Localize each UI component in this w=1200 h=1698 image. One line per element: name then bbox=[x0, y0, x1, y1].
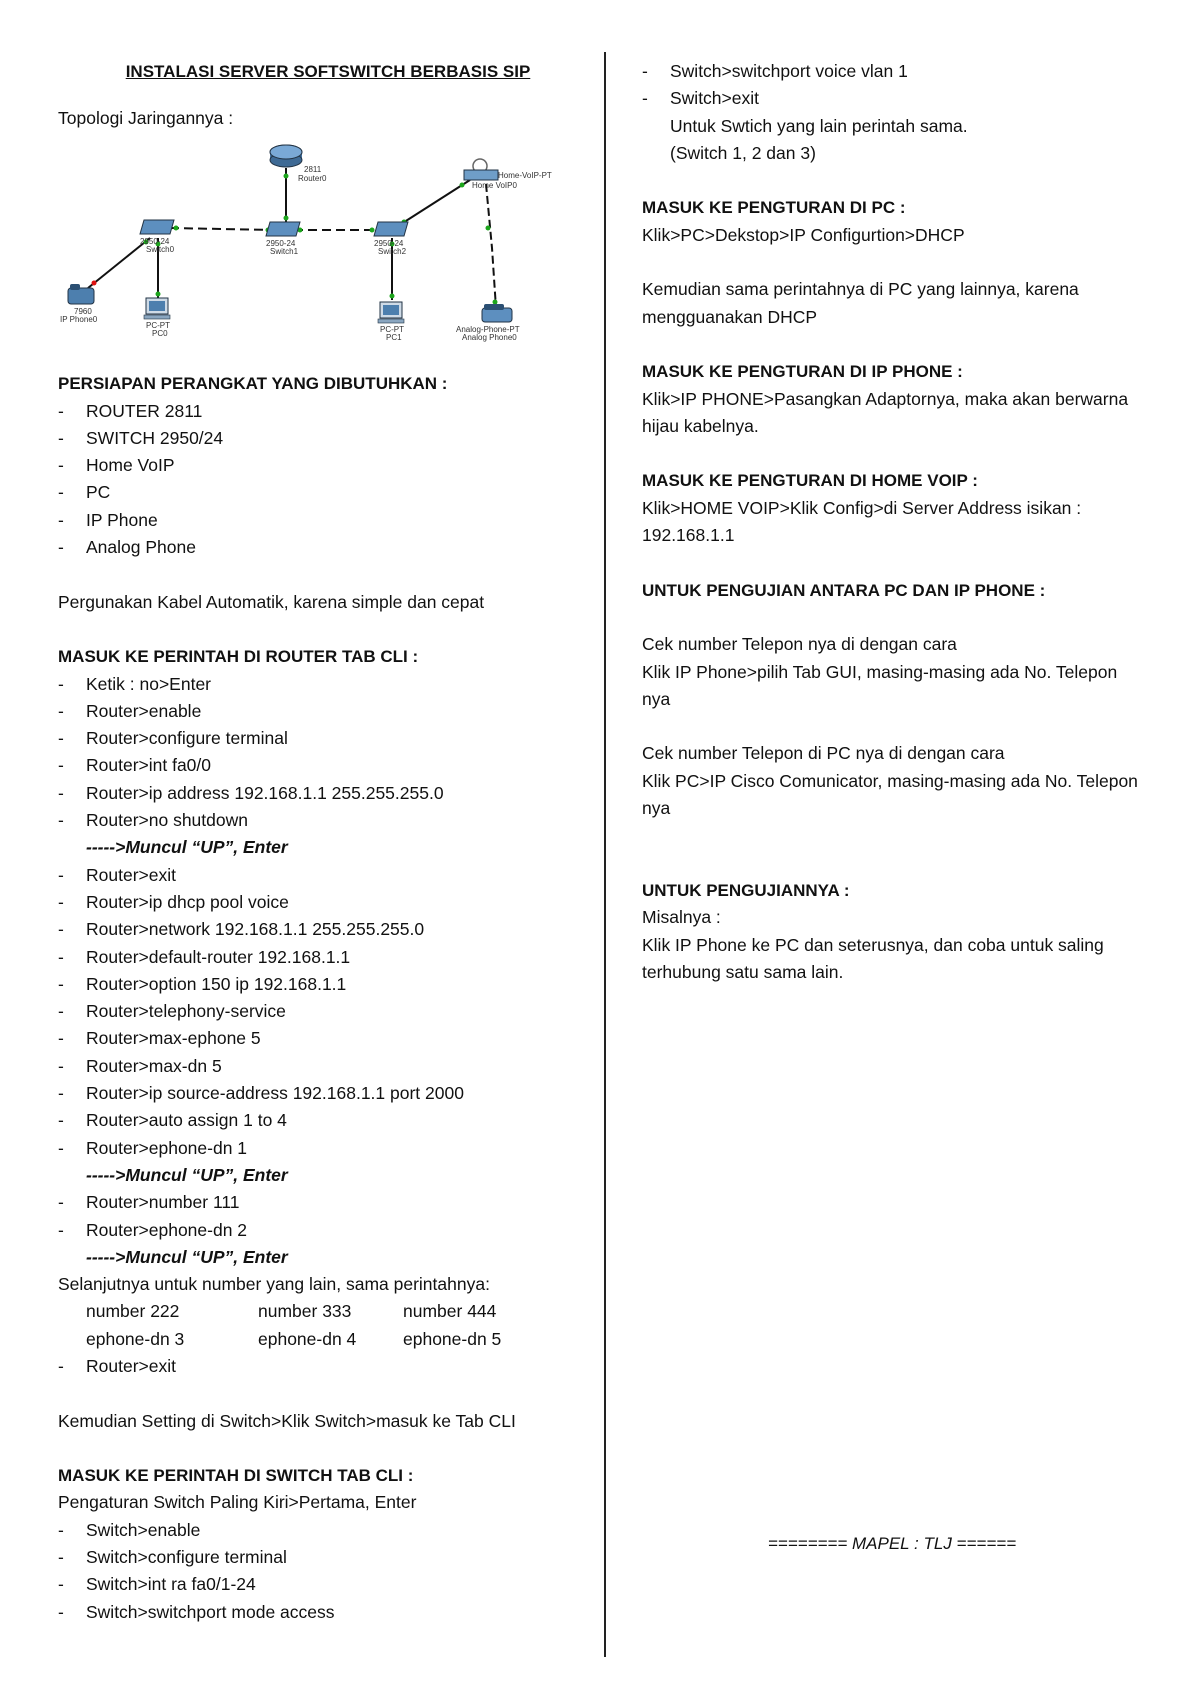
pengujian-line: Klik IP Phone>pilih Tab GUI, masing-masing ada No. Telepon nya bbox=[642, 661, 1118, 709]
svg-text:IP Phone0: IP Phone0 bbox=[60, 315, 98, 325]
list-item: - Router>exit bbox=[58, 1355, 176, 1376]
svg-text:Switch2: Switch2 bbox=[378, 247, 407, 257]
list-item: - Ketik : no>Enter bbox=[58, 673, 212, 694]
list-item: - Router>enable bbox=[58, 700, 202, 721]
pc-steps: Klik>PC>Dekstop>IP Configurtion>DHCP bbox=[642, 224, 965, 245]
pc-note: Kemudian sama perintahnya di PC yang lainnya, karena mengguanakan DHCP bbox=[642, 279, 1079, 327]
ephone-row: ephone-dn 3 ephone-dn 4 ephone-dn 5 bbox=[86, 1328, 502, 1349]
footer-mapel: ======== MAPEL : TLJ ====== bbox=[767, 1534, 1017, 1553]
router-cli-list bbox=[58, 671, 598, 1381]
list-item: - Switch>configure terminal bbox=[58, 1547, 287, 1568]
link-switch2-homevoip bbox=[398, 180, 470, 226]
svg-text:2950-24: 2950-24 bbox=[140, 237, 170, 247]
switch2-icon bbox=[374, 222, 408, 256]
switch0-icon bbox=[140, 220, 175, 254]
list-item: - Router>number 111 bbox=[58, 1192, 240, 1213]
list-item: - Switch>exit bbox=[642, 88, 759, 109]
svg-text:Router0: Router0 bbox=[298, 174, 327, 184]
link-homevoip-analog bbox=[486, 184, 496, 308]
ipphone-steps: Klik>IP PHONE>Pasangkan Adaptornya, maka akan berwarna hijau kabelnya. bbox=[642, 388, 1129, 436]
list-item: - Router>network 192.168.1.1 255.255.255.0 bbox=[58, 919, 425, 940]
list-item: - ROUTER 2811 bbox=[58, 400, 203, 421]
switch-intro: Pengaturan Switch Paling Kiri>Pertama, Enter bbox=[58, 1492, 417, 1513]
svg-text:2950-24: 2950-24 bbox=[266, 239, 296, 249]
list-item: - Router>auto assign 1 to 4 bbox=[58, 1110, 287, 1131]
ipphone-heading: MASUK KE PENGTURAN DI IP PHONE : bbox=[642, 362, 963, 382]
list-item: - Home VoIP bbox=[58, 455, 175, 476]
list-item: - Router>ip source-address 192.168.1.1 port 2000 bbox=[58, 1083, 464, 1104]
persiapan-heading: PERSIAPAN PERANGKAT YANG DIBUTUHKAN : bbox=[58, 374, 448, 394]
svg-text:PC-PT: PC-PT bbox=[380, 325, 404, 335]
list-item: - Switch>enable bbox=[58, 1519, 201, 1540]
svg-text:Switch0: Switch0 bbox=[146, 245, 175, 255]
pengujian-pc-ipphone-heading: UNTUK PENGUJIAN ANTARA PC DAN IP PHONE : bbox=[642, 580, 1046, 600]
list-item: - Router>max-ephone 5 bbox=[58, 1028, 261, 1049]
analog-phone-icon bbox=[456, 304, 520, 342]
list-item: - IP Phone bbox=[58, 509, 158, 530]
list-item: - Analog Phone bbox=[58, 537, 196, 558]
list-item: - PC bbox=[58, 482, 111, 503]
svg-text:Analog-Phone-PT: Analog-Phone-PT bbox=[456, 325, 520, 335]
pengujian-line: Cek number Telepon di PC nya di dengan cara bbox=[642, 743, 1005, 764]
next-note: Selanjutnya untuk number yang lain, sama perintahnya: bbox=[58, 1274, 490, 1295]
svg-text:7960: 7960 bbox=[74, 307, 92, 317]
number-row: number 222 number 333 number 444 bbox=[86, 1301, 497, 1322]
home-voip-icon bbox=[464, 159, 552, 190]
homevoip-steps: Klik>HOME VOIP>Klik Config>di Server Address isikan : 192.168.1.1 bbox=[642, 497, 1082, 546]
kabel-note: Pergunakan Kabel Automatik, karena simple dan cepat bbox=[58, 591, 485, 612]
switch-note: Kemudian Setting di Switch>Klik Switch>masuk ke Tab CLI bbox=[58, 1410, 516, 1431]
topology-label: Topologi Jaringannya : bbox=[58, 108, 234, 128]
svg-text:Analog Phone0: Analog Phone0 bbox=[462, 333, 517, 343]
list-item: - Router>ip dhcp pool voice bbox=[58, 891, 289, 912]
pengujian-heading: UNTUK PENGUJIANNYA : bbox=[642, 880, 850, 900]
list-item: - Router>ephone-dn 1 bbox=[58, 1137, 248, 1158]
pengujian-line: Cek number Telepon nya di dengan cara bbox=[642, 634, 957, 655]
svg-text:Home VoIP0: Home VoIP0 bbox=[472, 181, 517, 191]
pengujian-line: Misalnya : bbox=[642, 907, 721, 928]
svg-text:Home-VoIP-PT: Home-VoIP-PT bbox=[498, 171, 552, 181]
up-note: ----->Muncul “UP”, Enter bbox=[86, 837, 288, 858]
list-item: - Router>max-dn 5 bbox=[58, 1055, 222, 1076]
svg-text:PC0: PC0 bbox=[152, 329, 168, 339]
link-switch0-switch1 bbox=[170, 228, 274, 230]
list-item: - Router>no shutdown bbox=[58, 810, 248, 831]
list-item: - Switch>switchport voice vlan 1 bbox=[642, 61, 908, 81]
pengujian-line: Klik IP Phone ke PC dan seterusnya, dan coba untuk saling terhubung satu sama lain. bbox=[642, 934, 1104, 982]
svg-text:2950-24: 2950-24 bbox=[374, 239, 404, 249]
up-note: ----->Muncul “UP”, Enter bbox=[86, 1246, 288, 1267]
list-item: - Router>ip address 192.168.1.1 255.255.255.0 bbox=[58, 782, 444, 803]
pc0-icon bbox=[144, 298, 170, 338]
list-item: - Router>ephone-dn 2 bbox=[58, 1219, 248, 1240]
list-item: - Switch>switchport mode access bbox=[58, 1601, 335, 1622]
svg-text:Switch1: Switch1 bbox=[270, 247, 299, 257]
list-item: - Router>configure terminal bbox=[58, 728, 288, 749]
left-column bbox=[58, 58, 598, 1626]
homevoip-heading: MASUK KE PENGTURAN DI HOME VOIP : bbox=[642, 471, 978, 491]
pengujian-line: Klik PC>IP Cisco Comunicator, masing-masing ada No. Telepon nya bbox=[642, 770, 1138, 819]
pc1-icon bbox=[378, 302, 404, 342]
list-item: - Router>telephony-service bbox=[58, 1001, 286, 1022]
persiapan-list bbox=[58, 398, 598, 562]
document-title: INSTALASI SERVER SOFTSWITCH BERBASIS SIP bbox=[125, 62, 531, 81]
router-cli-heading: MASUK KE PERINTAH DI ROUTER TAB CLI : bbox=[58, 647, 419, 667]
switch-cli-heading: MASUK KE PERINTAH DI SWITCH TAB CLI : bbox=[58, 1466, 414, 1486]
switch-other-note: Untuk Swtich yang lain perintah sama. bbox=[670, 115, 968, 136]
list-item: - Router>int fa0/0 bbox=[58, 755, 212, 776]
topology-svg bbox=[58, 138, 558, 360]
network-topology-diagram bbox=[58, 138, 558, 360]
up-note: ----->Muncul “UP”, Enter bbox=[86, 1164, 288, 1185]
svg-text:PC1: PC1 bbox=[386, 333, 402, 343]
list-item: - SWITCH 2950/24 bbox=[58, 427, 224, 448]
list-item: - Router>option 150 ip 192.168.1.1 bbox=[58, 973, 347, 994]
router-icon bbox=[270, 145, 327, 183]
switch-list-note: (Switch 1, 2 dan 3) bbox=[670, 142, 816, 163]
column-divider bbox=[604, 52, 606, 1657]
list-item: - Router>default-router 192.168.1.1 bbox=[58, 946, 351, 967]
list-item: - Switch>int ra fa0/1-24 bbox=[58, 1574, 256, 1595]
switch1-icon bbox=[266, 222, 300, 256]
pc-heading: MASUK KE PENGTURAN DI PC : bbox=[642, 198, 906, 218]
ip-phone-icon bbox=[60, 284, 98, 324]
right-column bbox=[642, 58, 1142, 986]
svg-text:PC-PT: PC-PT bbox=[146, 321, 170, 331]
svg-text:2811: 2811 bbox=[304, 165, 322, 175]
list-item: - Router>exit bbox=[58, 864, 176, 885]
